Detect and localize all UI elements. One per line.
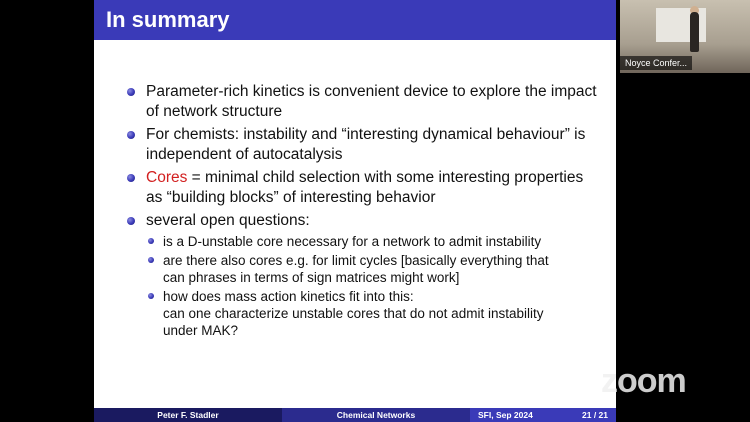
bullet-icon — [127, 217, 135, 225]
sub-bullet-text: are there also cores e.g. for limit cycles [basically everything that — [163, 253, 549, 268]
bullet-text: as “building blocks” of interesting behavior — [146, 189, 436, 206]
footer-author: Peter F. Stadler — [94, 408, 282, 422]
bullet-text: several open questions: — [146, 212, 310, 229]
bullet-item — [124, 168, 609, 208]
sub-bullet-text: how does mass action kinetics fit into this: — [163, 289, 414, 304]
bullet-item — [124, 125, 609, 165]
speaker-figure — [690, 12, 699, 52]
footer-venue-block — [470, 408, 616, 422]
slide-footer — [94, 408, 616, 422]
footer-venue: SFI, Sep 2024 — [478, 410, 533, 420]
footer-page-number: 21 / 21 — [582, 410, 608, 420]
bullet-text: of network structure — [146, 103, 283, 120]
bullet-text: independent of autocatalysis — [146, 146, 343, 163]
sub-bullet-text: can phrases in terms of sign matrices might work] — [163, 270, 460, 285]
shared-slide — [94, 0, 616, 422]
sub-bullet-icon — [148, 257, 154, 263]
bullet-text: = minimal child selection with some interesting properties — [187, 169, 584, 186]
zoom-logo: zoom — [601, 362, 686, 400]
slide-content — [124, 82, 609, 342]
bullet-icon — [127, 88, 135, 96]
footer-title: Chemical Networks — [282, 408, 470, 422]
participant-name-label: Noyce Confer... — [620, 56, 692, 70]
highlight-term: Cores — [146, 169, 188, 186]
sub-bullet-item — [146, 252, 609, 286]
sub-bullet-item — [146, 233, 609, 250]
sub-bullet-text: can one characterize unstable cores that do not admit instability — [163, 306, 544, 321]
sub-bullet-text: is a D-unstable core necessary for a network to admit instability — [163, 234, 542, 249]
sub-bullet-item — [146, 288, 609, 339]
bullet-text: For chemists: instability and “interesting dynamical behaviour” is — [146, 126, 586, 143]
slide-title-bar — [94, 0, 616, 40]
bullet-text: Parameter-rich kinetics is convenient device to explore the impact — [146, 83, 597, 100]
bullet-item — [124, 82, 609, 122]
bullet-item — [124, 211, 609, 339]
slide-title: In summary — [106, 7, 230, 32]
sub-list — [146, 233, 609, 339]
bullet-icon — [127, 174, 135, 182]
bullet-icon — [127, 131, 135, 139]
sub-bullet-icon — [148, 293, 154, 299]
participant-video-tile[interactable] — [620, 0, 750, 73]
sub-bullet-text: under MAK? — [163, 323, 239, 338]
sub-bullet-icon — [148, 238, 154, 244]
